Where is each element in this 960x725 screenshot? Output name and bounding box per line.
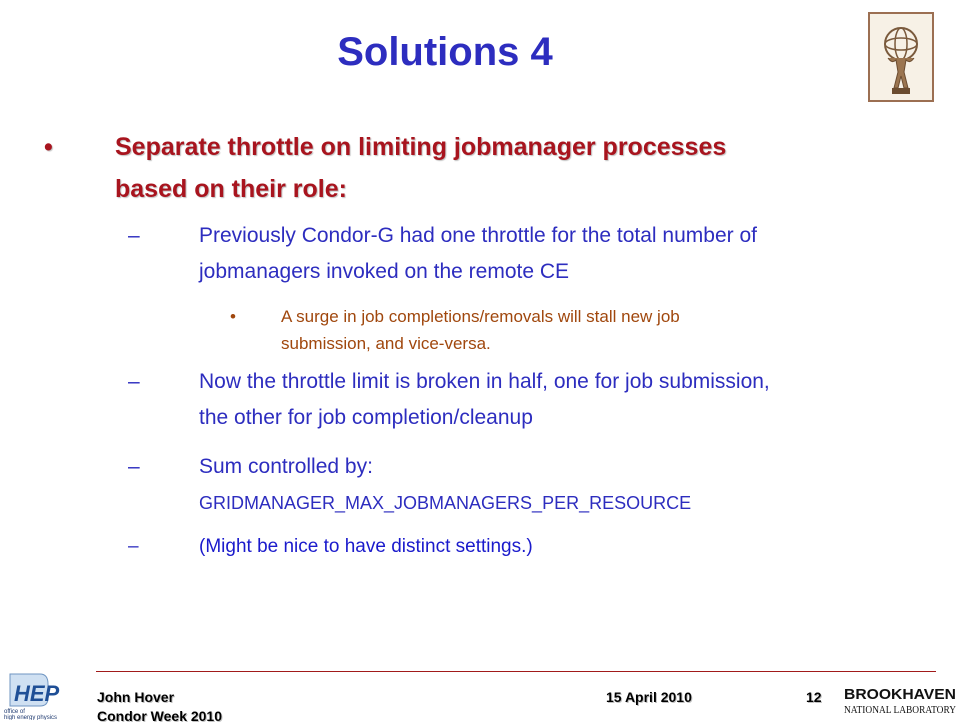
bullet-marker: •: [44, 133, 53, 161]
atlas-statue-icon: [868, 12, 934, 102]
footer-author: John Hover: [97, 689, 175, 705]
brookhaven-logo-subtitle: NATIONAL LABORATORY: [844, 705, 956, 716]
hep-logo-caption: office of: [4, 709, 25, 715]
sub-item-line: the other for job completion/cleanup: [199, 406, 533, 429]
brookhaven-logo-text: BROOKHAVEN: [844, 686, 956, 703]
sub-item-line: (Might be nice to have distinct settings.): [199, 536, 533, 557]
sub-item-line: Previously Condor-G had one throttle for the total number of: [199, 224, 757, 247]
sub-sub-bullet: [230, 303, 870, 357]
slide-title: Solutions 4: [337, 30, 553, 74]
sub-item: [128, 529, 918, 565]
sub-item: [128, 218, 918, 290]
page-number: 12: [806, 689, 822, 705]
sub-item: [128, 364, 918, 436]
footer-date: 15 April 2010: [606, 689, 692, 705]
main-bullet: [44, 126, 864, 210]
dash-marker: –: [128, 224, 140, 247]
hep-logo: [2, 670, 88, 720]
sub-item-line: Now the throttle limit is broken in half, one for job submission,: [199, 370, 770, 393]
brookhaven-logo: [842, 684, 960, 720]
dash-marker: –: [128, 536, 139, 557]
hep-logo-text: HEP: [14, 681, 60, 706]
footer-rule: [96, 671, 936, 672]
main-bullet-line: Separate throttle on limiting jobmanager processes: [115, 133, 727, 161]
main-bullet-line: based on their role:: [115, 175, 347, 203]
sub-sub-bullet-line: submission, and vice-versa.: [281, 334, 491, 353]
sub-item-line: Sum controlled by:: [199, 455, 373, 478]
sub-item-line: jobmanagers invoked on the remote CE: [199, 260, 570, 283]
footer-event: Condor Week 2010: [97, 708, 223, 724]
dash-marker: –: [128, 370, 140, 393]
dash-marker: –: [128, 455, 140, 478]
config-parameter-name: GRIDMANAGER_MAX_JOBMANAGERS_PER_RESOURCE: [199, 493, 692, 513]
sub-sub-bullet-line: A surge in job completions/removals will stall new job: [281, 307, 680, 326]
bullet-marker: •: [230, 307, 236, 326]
hep-logo-caption: high energy physics: [4, 715, 58, 720]
sub-item: [128, 449, 918, 521]
